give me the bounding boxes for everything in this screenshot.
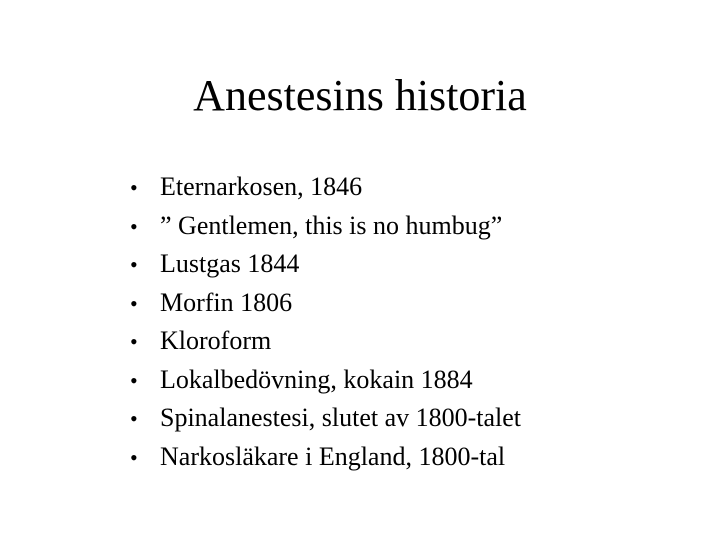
list-item — [130, 361, 521, 400]
list-item-text: Narkosläkare i England, 1800-tal — [160, 441, 506, 471]
list-item-text: Spinalanestesi, slutet av 1800-talet — [160, 403, 522, 432]
list-item-text: ” Gentlemen, this is no humbug” — [160, 210, 503, 240]
list-item — [130, 284, 521, 323]
list-item — [130, 168, 521, 207]
list-item — [130, 207, 521, 246]
list-item — [130, 399, 521, 438]
bullet-icon: • — [130, 406, 138, 431]
bullet-list — [130, 168, 521, 476]
bullet-icon: • — [130, 367, 138, 393]
list-item-text: Kloroform — [160, 326, 272, 355]
list-item-text: Morfin 1806 — [160, 287, 293, 317]
bullet-icon: • — [130, 329, 138, 354]
list-item-text: Lokalbedövning, kokain 1884 — [160, 364, 473, 394]
bullet-icon: • — [130, 252, 138, 277]
list-item — [130, 245, 521, 284]
list-item — [130, 438, 521, 477]
bullet-icon: • — [130, 290, 138, 316]
list-item-text: Eternarkosen, 1846 — [160, 172, 363, 201]
bullet-icon: • — [130, 444, 138, 470]
list-item — [130, 322, 521, 361]
list-item-text: Lustgas 1844 — [160, 249, 300, 278]
bullet-icon: • — [130, 213, 138, 239]
bullet-icon: • — [130, 175, 138, 200]
slide-title: Anestesins historia — [193, 71, 527, 120]
